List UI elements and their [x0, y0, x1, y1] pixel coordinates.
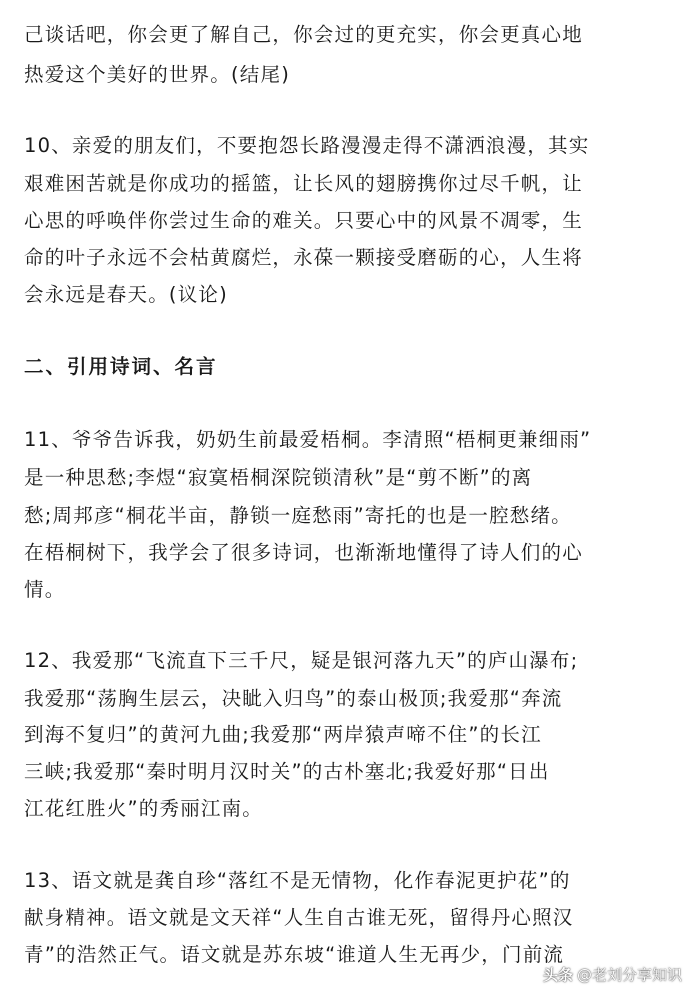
paragraph-11-line-5: 情。 — [24, 578, 66, 601]
watermark-handle: @老刘分享知识 — [576, 966, 682, 984]
paragraph-11-line-4: 在梧桐树下，我学会了很多诗词，也渐渐地懂得了诗人们的心 — [24, 541, 583, 564]
paragraph-13-line-1: 13、语文就是龚自珍“落红不是无情物，化作春泥更护花”的 — [24, 869, 571, 892]
section-heading: 二、引用诗词、名言 — [24, 355, 218, 378]
paragraph-10-line-5: 会永远是春天。(议论) — [24, 283, 228, 306]
paragraph-13-line-3: 青”的浩然正气。语文就是苏东坡“谁道人生无再少，门前流 — [24, 943, 565, 966]
watermark-brand: 头条 — [542, 966, 573, 984]
watermark — [543, 964, 682, 986]
paragraph-9-line-2: 热爱这个美好的世界。(结尾) — [24, 63, 291, 86]
paragraph-10-line-4: 命的叶子永远不会枯黄腐烂，永葆一颗接受磨砺的心，人生将 — [24, 246, 583, 269]
paragraph-12-line-3: 到海不复归”的黄河九曲;我爱那“两岸猿声啼不住”的长江 — [24, 723, 542, 746]
paragraph-10-line-2: 艰难困苦就是你成功的摇篮，让长风的翅膀携你过尽千帆，让 — [24, 172, 583, 195]
paragraph-10-line-3: 心思的呼唤伴你尝过生命的难关。只要心中的风景不凋零，生 — [24, 209, 583, 232]
paragraph-12-line-4: 三峡;我爱那“秦时明月汉时关”的古朴塞北;我爱好那“日出 — [24, 760, 550, 783]
paragraph-11-line-3: 愁;周邦彦“桐花半亩，静锁一庭愁雨”寄托的也是一腔愁绪。 — [24, 504, 572, 527]
paragraph-9-line-1: 己谈话吧，你会更了解自己，你会过的更充实，你会更真心地 — [24, 23, 583, 46]
paragraph-12-line-1: 12、我爱那“飞流直下三千尺，疑是银河落九天”的庐山瀑布; — [24, 649, 579, 672]
paragraph-12-line-2: 我爱那“荡胸生层云，决眦入归鸟”的泰山极顶;我爱那“奔流 — [24, 687, 563, 710]
paragraph-11-line-1: 11、爷爷告诉我，奶奶生前最爱梧桐。李清照“梧桐更兼细雨” — [24, 428, 592, 451]
paragraph-11-line-2: 是一种思愁;李煜“寂寞梧桐深院锁清秋”是“剪不断”的离 — [24, 466, 533, 489]
paragraph-12-line-5: 江花红胜火”的秀丽江南。 — [24, 797, 264, 820]
paragraph-10-line-1: 10、亲爱的朋友们，不要抱怨长路漫漫走得不潇洒浪漫，其实 — [24, 134, 590, 157]
paragraph-13-line-2: 献身精神。语文就是文天祥“人生自古谁无死，留得丹心照汉 — [24, 906, 574, 929]
